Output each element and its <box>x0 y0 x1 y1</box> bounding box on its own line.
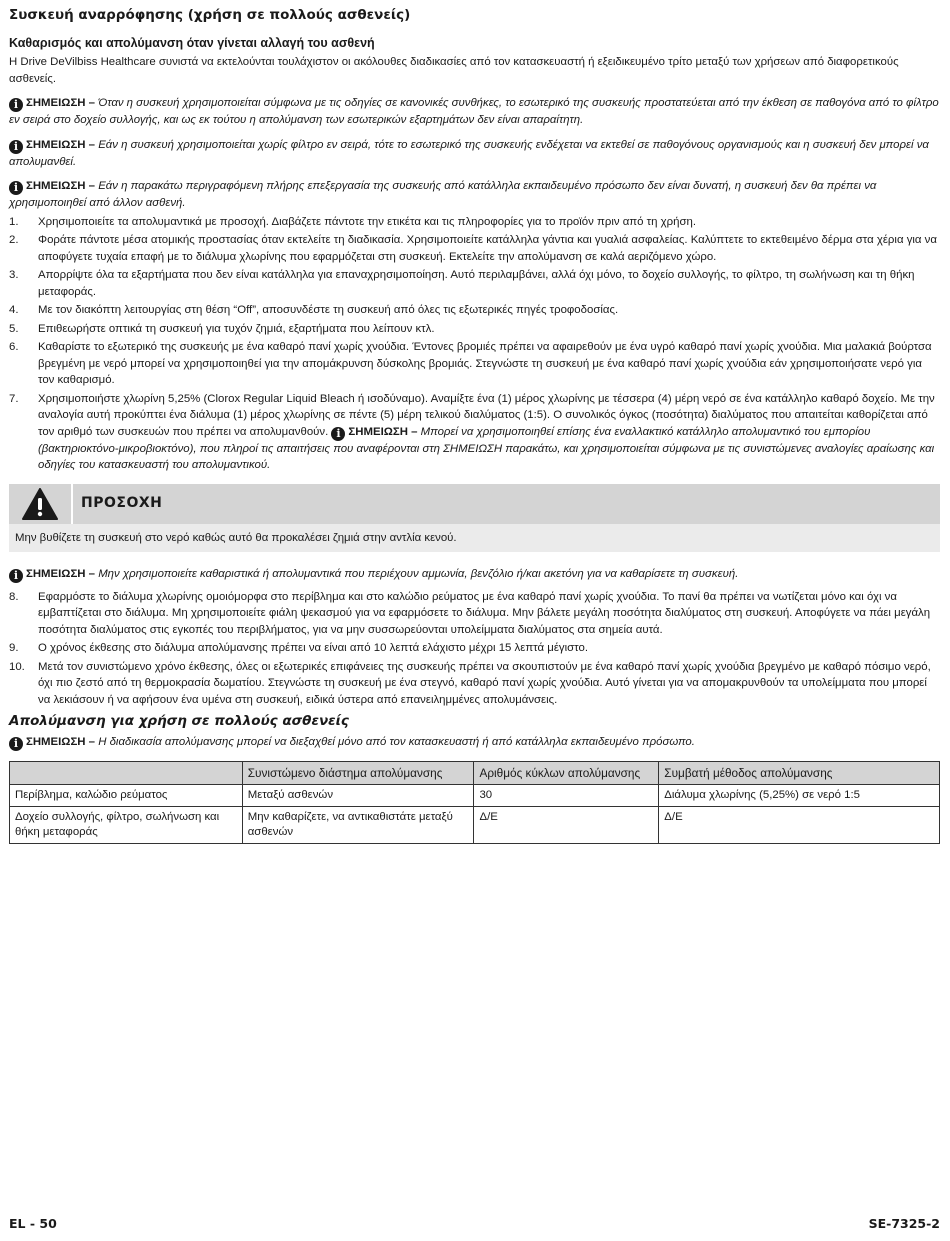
step-number: 2. <box>9 234 19 246</box>
caution-title: ΠΡΟΣΟΧΗ <box>81 495 163 512</box>
note-label: ΣΗΜΕΙΩΣΗ – <box>26 567 96 580</box>
steps-list-b <box>9 589 940 709</box>
info-icon: i <box>331 427 345 441</box>
caution-box <box>9 484 940 552</box>
column-header <box>10 762 243 785</box>
step-7-text: Χρησιμοποιήστε χλωρίνη 5,25% (Clorox Regular Liquid Bleach ή ισοδύναμο). Αναμίξτε ένα (1) μέρος χλωρίνης με τέσσερα (4) μέρη νερό σε ένα κατάλληλο καθαρό δοχείο. Με την αναλογία αυτή προκύπτει ένα διάλυμα (1) μέρος χλωρίνης σε πέντε (5) μέρη τελικού διαλύματος (1:5). Ο συνολικός όγκος (ποσότητα) διαλύματος που απαιτείται καθορίζεται από τον αριθμό των συσκευών που πρέπει να απολυμανθούν. <box>38 392 935 438</box>
step-number: 9. <box>9 642 19 654</box>
list-item <box>9 267 940 300</box>
info-icon: i <box>9 569 23 583</box>
table-cell: Περίβλημα, καλώδιο ρεύματος <box>10 785 243 807</box>
note-text: Μην χρησιμοποιείτε καθαριστικά ή απολυμαντικά που περιέχουν αμμωνία, βενζόλιο ή/και ακετόνη για να καθαρίσετε τη συσκευή. <box>98 567 739 580</box>
section-heading-cleaning: Καθαρισμός και απολύμανση όταν γίνεται αλλαγή του ασθενή <box>9 36 375 50</box>
note-label: ΣΗΜΕΙΩΣΗ – <box>26 736 96 748</box>
step-text: Χρησιμοποιείτε τα απολυμαντικά με προσοχή. Διαβάζετε πάντοτε την ετικέτα και τις πληροφορίες για το προϊόν πριν από τη χρήση. <box>38 215 696 228</box>
step-text <box>38 391 940 474</box>
list-item <box>9 640 940 657</box>
step-text: Μετά τον συνιστώμενο χρόνο έκθεσης, όλες οι εξωτερικές επιφάνειες της συσκευής πρέπει να σκουπιστούν με ένα καθαρό πανί χωρίς χνούδια βρεγμένο με καθαρό πόσιμο νερό, όχι πιο ζεστό από τη θερμοκρασία δωματίου. Στεγνώστε τη συσκευή με ένα στεγνό, καθαρό πανί χωρίς χνούδια. Αυτό γίνεται για να απομακρυνθούν τα υπολείμματα που μπορεί να λεκιάσουν ή να αφήσουν ένα υμένα στη συσκευή, ειδικά ύστερα από επανειλημμένες απολυμάνσεις. <box>38 660 931 706</box>
page-footer <box>9 1216 940 1233</box>
info-icon: i <box>9 140 23 154</box>
note-text: Η διαδικασία απολύμανσης μπορεί να διεξαχθεί μόνο από τον κατασκευαστή ή από κατάλληλα εκπαιδευμένο πρόσωπο. <box>98 736 695 748</box>
document-page <box>9 6 940 844</box>
list-item <box>9 339 940 389</box>
warning-triangle-icon <box>9 484 73 524</box>
list-item <box>9 321 940 338</box>
note-5 <box>9 734 940 751</box>
note-1 <box>9 95 940 129</box>
note-2 <box>9 137 940 171</box>
column-header: Συνιστώμενο διάστημα απολύμανσης <box>242 762 474 785</box>
note-text: Εάν η συσκευή χρησιμοποιείται χωρίς φίλτρο εν σειρά, τότε το εσωτερικό της συσκευής ενδέχεται να εκτεθεί σε παθογόνους οργανισμούς και η συσκευή δεν μπορεί να απολυμανθεί. <box>9 138 929 168</box>
list-item <box>9 659 940 709</box>
step-number: 5. <box>9 322 19 335</box>
note-label: ΣΗΜΕΙΩΣΗ – <box>348 425 418 438</box>
step-text: Εφαρμόστε το διάλυμα χλωρίνης ομοιόμορφα στο περίβλημα και στο καλώδιο ρεύματος με ένα καθαρό πανί χωρίς χνούδια. Το πανί θα πρέπει να νωτίζεται μόνο και όχι να εμβαπτίζεται στο διάλυμα. Μη χρησιμοποιείτε φιάλη ψεκασμού για να εφαρμόσετε το διάλυμα. Μην βάλετε μεγάλη ποσότητα διαλύματος στη συσκευή. Αποφύγετε να πάει μεγάλη ποσότητα διαλύματος στις εγκοπές του περιβλήματος, για να μην συσσωρεύονται υπολείμματα διαλύματος στα σημεία αυτά. <box>38 590 931 636</box>
step-text: Απορρίψτε όλα τα εξαρτήματα που δεν είναι κατάλληλα για επαναχρησιμοποίηση. Αυτό περιλαμβάνει, αλλά όχι μόνο, το δοχείο συλλογής, το φίλτρο, τη σωλήνωση και τη θήκη μεταφοράς. <box>38 269 915 298</box>
caution-message: Μην βυθίζετε τη συσκευή στο νερό καθώς αυτό θα προκαλέσει ζημιά στην αντλία κενού. <box>9 524 940 552</box>
step-text: Με τον διακόπτη λειτουργίας στη θέση “Off”, αποσυνδέστε τη συσκευή από όλες τις εξωτερικές πηγές τροφοδοσίας. <box>38 304 619 316</box>
table-cell: Δοχείο συλλογής, φίλτρο, σωλήνωση και θήκη μεταφοράς <box>10 807 243 844</box>
list-item <box>9 589 940 639</box>
table-header-row <box>10 762 940 785</box>
info-icon: i <box>9 98 23 112</box>
step-text: Καθαρίστε το εξωτερικό της συσκευής με ένα καθαρό πανί χωρίς χνούδια. Έντονες βρομιές πρέπει να αφαιρεθούν με ένα υγρό καθαρό πανί χωρίς χνούδια. Μια μαλακιά βούρτσα βρεγμένη με νερό μπορεί να χρησιμοποιηθεί για την απομάκρυνση δύσκολης βρομιάς. Στεγνώστε τη συσκευή με ένα καθαρό πανί χωρίς χνούδια εάν χρησιμοποιήσατε νερό για τον καθαρισμό. <box>38 341 932 386</box>
page-title: Συσκευή αναρρόφησης (χρήση σε πολλούς ασθενείς) <box>9 7 411 23</box>
note-label: ΣΗΜΕΙΩΣΗ – <box>26 138 96 151</box>
list-item <box>9 391 940 474</box>
list-item <box>9 214 940 231</box>
section-heading-disinfection: Απολύμανση για χρήση σε πολλούς ασθενείς <box>9 713 349 729</box>
table-cell: Διάλυμα χλωρίνης (5,25%) σε νερό 1:5 <box>659 785 940 807</box>
table-cell: Δ/Ε <box>474 807 659 844</box>
table-row <box>10 807 940 844</box>
note-text: Όταν η συσκευή χρησιμοποιείται σύμφωνα με τις οδηγίες σε κανονικές συνθήκες, το εσωτερικό της συσκευής προστατεύεται από την έκθεση σε παθογόνα από το φίλτρο εν σειρά στο δοχείο συλλογής, και ως εκ τούτου η απολύμανση των εσωτερικών εξαρτημάτων δεν είναι απαραίτητη. <box>9 97 939 126</box>
step-number: 6. <box>9 341 19 353</box>
step-number: 1. <box>9 215 19 228</box>
step-7-note-text: Μπορεί να χρησιμοποιηθεί επίσης ένα εναλλακτικό κατάλληλο απολυμαντικό του εμπορίου (βακτηριοκτόνο-μικροβιοκτόνο), που πληροί τις απαιτήσεις που αναφέρονται στη ΣΗΜΕΙΩΣΗ παρακάτω, και χρησιμοποιείται σύμφωνα με τις συνιστώμενες αναλογίες αραίωσης και οδηγίες του κατασκευαστή του απολυμαντικού. <box>38 425 935 471</box>
info-icon: i <box>9 737 23 751</box>
step-text: Ο χρόνος έκθεσης στο διάλυμα απολύμανσης πρέπει να είναι από 10 λεπτά ελάχιστο μέχρι 15 λεπτά μέγιστο. <box>38 642 588 654</box>
step-number: 4. <box>9 304 19 316</box>
step-number: 3. <box>9 269 19 281</box>
step-number: 8. <box>9 590 19 603</box>
table-cell: 30 <box>474 785 659 807</box>
column-header: Συμβατή μέθοδος απολύμανσης <box>659 762 940 785</box>
note-label: ΣΗΜΕΙΩΣΗ – <box>26 180 96 192</box>
info-icon: i <box>9 181 23 195</box>
note-3 <box>9 178 940 212</box>
caution-header <box>9 484 940 524</box>
disinfection-table <box>9 761 940 844</box>
note-label: ΣΗΜΕΙΩΣΗ – <box>26 97 96 109</box>
step-text: Επιθεωρήστε οπτικά τη συσκευή για τυχόν ζημιά, εξαρτήματα που λείπουν κτλ. <box>38 322 435 335</box>
column-header: Αριθμός κύκλων απολύμανσης <box>474 762 659 785</box>
footer-page-number: EL - 50 <box>9 1216 57 1231</box>
intro-paragraph: Η Drive DeVilbiss Healthcare συνιστά να εκτελούνται τουλάχιστον οι ακόλουθες διαδικασίες από τον κατασκευαστή ή εξειδικευμένο τρίτο μεταξύ των χρήσεων από διαφορετικούς ασθενείς. <box>9 56 899 85</box>
step-number: 10. <box>9 660 25 673</box>
note-text: Εάν η παρακάτω περιγραφόμενη πλήρης επεξεργασία της συσκευής από κατάλληλα εκπαιδευμένο πρόσωπο δεν είναι δυνατή, η συσκευή δεν θα πρέπει να χρησιμοποιηθεί από άλλον ασθενή. <box>9 180 877 209</box>
table-cell: Μεταξύ ασθενών <box>242 785 474 807</box>
table-row <box>10 785 940 807</box>
list-item <box>9 302 940 319</box>
list-item <box>9 232 940 265</box>
steps-list-a <box>9 214 940 474</box>
note-4 <box>9 566 940 583</box>
footer-doc-code: SE-7325-2 <box>868 1216 940 1231</box>
step-number: 7. <box>9 392 19 405</box>
table-cell: Μην καθαρίζετε, να αντικαθιστάτε μεταξύ ασθενών <box>242 807 474 844</box>
table-cell: Δ/Ε <box>659 807 940 844</box>
step-text: Φοράτε πάντοτε μέσα ατομικής προστασίας όταν εκτελείτε τη διαδικασία. Χρησιμοποιείτε κατάλληλα γάντια και γυαλιά ασφαλείας. Καλύπτετε το εκτεθειμένο δέρμα στα χέρια για να αποφύγετε τυχαία επαφή με το διάλυμα χλωρίνης που εφαρμόζεται στη συσκευή. Εκτελείτε την απολύμανση σε καλά αεριζόμενο χώρο. <box>38 234 937 263</box>
